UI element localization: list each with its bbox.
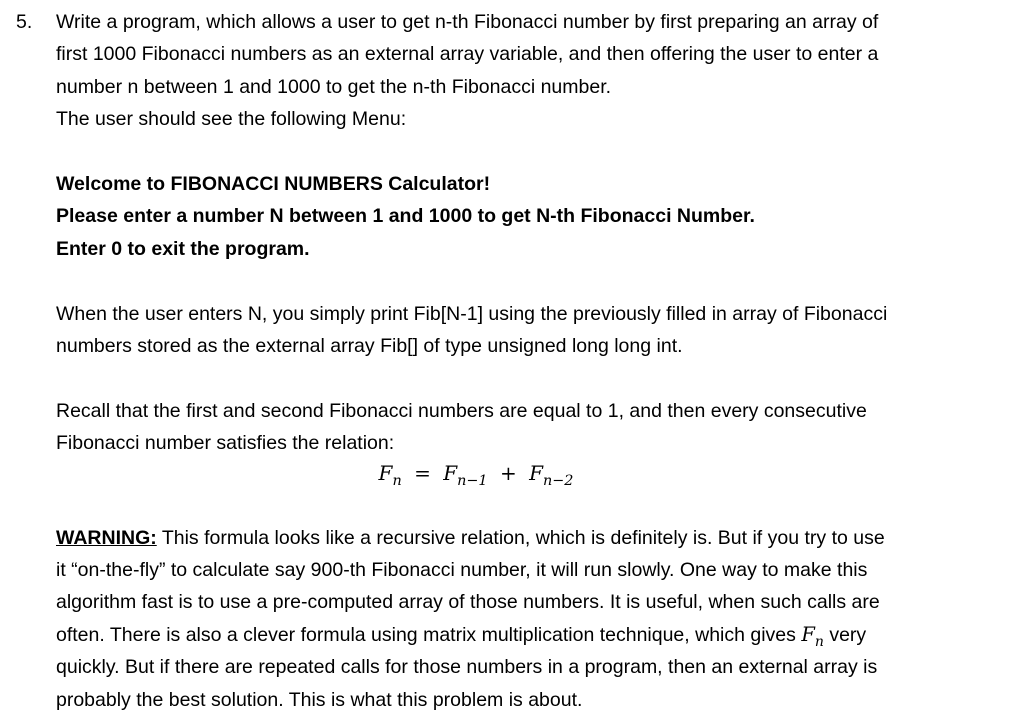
intro-line: The user should see the following Menu: xyxy=(56,108,407,131)
explanation-paragraph xyxy=(56,298,1018,363)
formula-lhs: $F_n$ xyxy=(378,460,402,489)
explanation-line: numbers stored as the external array Fib[] of type unsigned long long int. xyxy=(56,335,683,358)
formula-term1: $F_{n-1}$ xyxy=(443,460,488,489)
spacer xyxy=(56,265,1018,297)
warning-paragraph xyxy=(56,522,1018,716)
menu-text xyxy=(56,168,1018,265)
intro-line: first 1000 Fibonacci numbers as an external array variable, and then offering the user to enter a xyxy=(56,43,879,66)
fibonacci-formula xyxy=(56,458,776,488)
question-number: 5. xyxy=(16,11,33,33)
question-body xyxy=(56,6,1018,716)
formula-term2: $F_{n-2}$ xyxy=(529,460,574,489)
recall-line: Recall that the first and second Fibonacci numbers are equal to 1, and then every consecutive xyxy=(56,399,867,422)
warning-line: it “on-the-fly” to calculate say 900-th Fibonacci number, it will run slowly. One way to make this xyxy=(56,559,868,582)
menu-line: Welcome to FIBONACCI NUMBERS Calculator! xyxy=(56,173,491,196)
formula-equals: = xyxy=(414,460,431,485)
menu-line: Enter 0 to exit the program. xyxy=(56,237,310,260)
warning-line: often. There is also a clever formula using matrix multiplication technique, which gives $F_n$ very xyxy=(56,622,867,650)
warning-line: quickly. But if there are repeated calls for those numbers in a program, then an external array is xyxy=(56,656,878,679)
recall-paragraph xyxy=(56,395,1018,460)
intro-line: Write a program, which allows a user to get n-th Fibonacci number by first preparing an array of xyxy=(56,11,879,33)
spacer xyxy=(56,136,1018,168)
formula-plus: + xyxy=(499,460,517,485)
inline-formula: $F_n$ xyxy=(801,622,824,650)
spacer xyxy=(56,488,1018,522)
explanation-line: When the user enters N, you simply print Fib[N-1] using the previously filled in array of Fibonacci xyxy=(56,302,888,325)
warning-label: WARNING: xyxy=(56,526,157,549)
warning-line: WARNING: This formula looks like a recursive relation, which is definitely is. But if you try to use xyxy=(56,526,885,549)
recall-line: Fibonacci number satisfies the relation: xyxy=(56,432,395,455)
menu-line: Please enter a number N between 1 and 1000 to get N-th Fibonacci Number. xyxy=(56,205,755,228)
spacer xyxy=(56,362,1018,394)
warning-line: algorithm fast is to use a pre-computed array of those numbers. It is useful, when such calls are xyxy=(56,591,880,614)
warning-line: probably the best solution. This is what this problem is about. xyxy=(56,688,583,711)
intro-line: number n between 1 and 1000 to get the n-th Fibonacci number. xyxy=(56,75,612,98)
intro-paragraph xyxy=(56,6,1018,136)
